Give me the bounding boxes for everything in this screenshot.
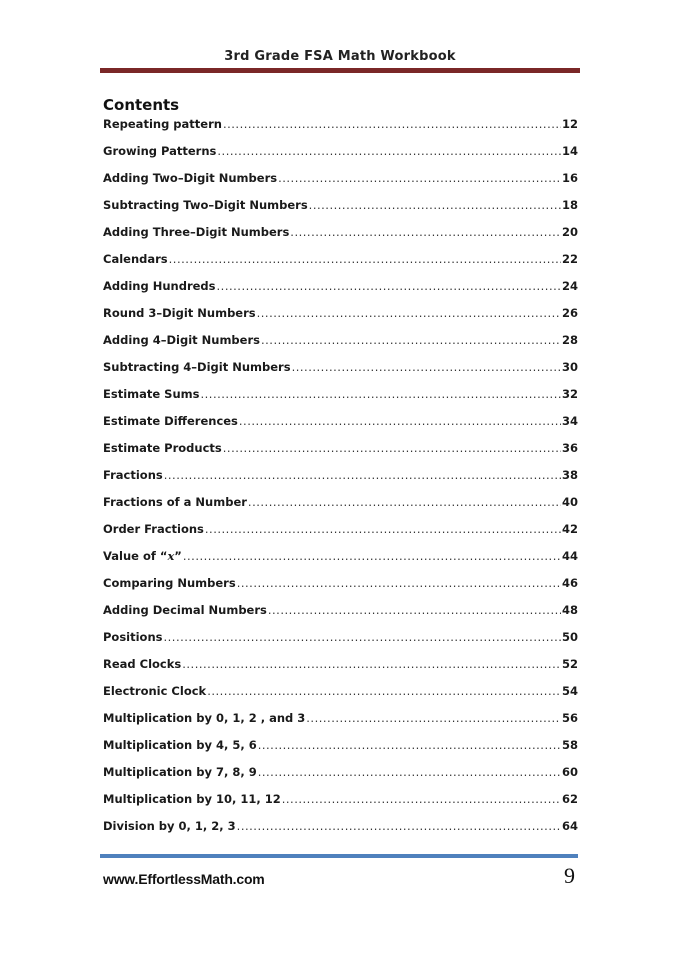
toc-entry[interactable]: [103, 225, 578, 252]
toc-entry-title: Comparing Numbers: [103, 576, 236, 590]
toc-entry[interactable]: [103, 171, 578, 198]
toc-entry-title: Read Clocks: [103, 657, 182, 671]
toc-entry[interactable]: [103, 549, 578, 576]
dot-leader: [309, 198, 561, 212]
toc-entry-title: Positions: [103, 630, 163, 644]
toc-entry-page: 30: [561, 360, 578, 374]
toc-entry-page: 24: [561, 279, 578, 293]
dot-leader: [217, 144, 561, 158]
dot-leader: [258, 765, 561, 779]
dot-leader: [169, 252, 561, 266]
toc-entry-title: Round 3–Digit Numbers: [103, 306, 256, 320]
dot-leader: [205, 522, 561, 536]
toc-entry-page: 12: [561, 117, 578, 131]
toc-entry[interactable]: [103, 657, 578, 684]
toc-entry-title: Multiplication by 7, 8, 9: [103, 765, 257, 779]
dot-leader: [182, 657, 561, 671]
dot-leader: [183, 549, 561, 563]
dot-leader: [268, 603, 561, 617]
toc-entry-title: [103, 549, 182, 563]
toc-entry-page: 44: [561, 549, 578, 563]
toc-entry[interactable]: [103, 711, 578, 738]
toc-entry-page: 54: [561, 684, 578, 698]
running-header-title: 3rd Grade FSA Math Workbook: [224, 49, 456, 64]
toc-entry[interactable]: [103, 495, 578, 522]
toc-entry-title: Adding Decimal Numbers: [103, 603, 267, 617]
dot-leader: [164, 630, 561, 644]
toc-entry-page: 28: [561, 333, 578, 347]
toc-entry-title: Adding 4–Digit Numbers: [103, 333, 260, 347]
toc-entry-title: Multiplication by 0, 1, 2 , and 3: [103, 711, 306, 725]
toc-entry[interactable]: [103, 738, 578, 765]
dot-leader: [290, 225, 561, 239]
toc-entry-page: 38: [561, 468, 578, 482]
footer-website: www.EffortlessMath.com: [103, 871, 265, 887]
toc-entry-page: 62: [561, 792, 578, 806]
toc-entry-title: Fractions: [103, 468, 163, 482]
toc-entry-title: Multiplication by 10, 11, 12: [103, 792, 281, 806]
toc-entry[interactable]: [103, 387, 578, 414]
toc-entry-page: 22: [561, 252, 578, 266]
dot-leader: [217, 279, 561, 293]
table-of-contents: [103, 117, 578, 846]
toc-entry-title: Subtracting 4–Digit Numbers: [103, 360, 291, 374]
toc-entry[interactable]: [103, 306, 578, 333]
toc-entry[interactable]: [103, 360, 578, 387]
toc-entry-page: 46: [561, 576, 578, 590]
dot-leader: [278, 171, 561, 185]
toc-entry-page: 16: [561, 171, 578, 185]
toc-entry-page: 52: [561, 657, 578, 671]
toc-entry[interactable]: [103, 144, 578, 171]
toc-entry-page: 48: [561, 603, 578, 617]
toc-entry-page: 42: [561, 522, 578, 536]
toc-entry[interactable]: [103, 792, 578, 819]
footer-rule: [100, 854, 578, 858]
toc-entry[interactable]: [103, 819, 578, 846]
toc-entry[interactable]: [103, 468, 578, 495]
toc-entry-title: Electronic Clock: [103, 684, 207, 698]
toc-entry-page: 50: [561, 630, 578, 644]
dot-leader: [258, 738, 561, 752]
toc-entry[interactable]: [103, 441, 578, 468]
toc-entry-page: 14: [561, 144, 578, 158]
toc-entry[interactable]: [103, 684, 578, 711]
dot-leader: [248, 495, 561, 509]
toc-entry-title: Estimate Differences: [103, 414, 238, 428]
dot-leader: [200, 387, 561, 401]
toc-entry-page: 26: [561, 306, 578, 320]
toc-entry-title: Calendars: [103, 252, 168, 266]
toc-entry[interactable]: [103, 279, 578, 306]
dot-leader: [223, 117, 561, 131]
toc-entry-page: 64: [561, 819, 578, 833]
toc-entry-title: Fractions of a Number: [103, 495, 247, 509]
dot-leader: [164, 468, 561, 482]
toc-entry-title: Order Fractions: [103, 522, 204, 536]
toc-entry[interactable]: [103, 414, 578, 441]
toc-entry-title: Growing Patterns: [103, 144, 217, 158]
toc-entry-page: 36: [561, 441, 578, 455]
toc-entry-page: 18: [561, 198, 578, 212]
dot-leader: [282, 792, 561, 806]
variable-x: x: [167, 549, 175, 563]
toc-title-suffix: ”: [174, 549, 182, 563]
dot-leader: [306, 711, 561, 725]
toc-entry-title: Multiplication by 4, 5, 6: [103, 738, 257, 752]
toc-entry[interactable]: [103, 117, 578, 144]
dot-leader: [261, 333, 561, 347]
toc-entry-page: 32: [561, 387, 578, 401]
header-rule: [100, 68, 580, 73]
toc-entry-title: Estimate Products: [103, 441, 222, 455]
toc-title-prefix: Value of “: [103, 549, 168, 563]
toc-entry-title: Adding Hundreds: [103, 279, 216, 293]
toc-entry-page: 34: [561, 414, 578, 428]
toc-entry-title: Estimate Sums: [103, 387, 200, 401]
toc-entry[interactable]: [103, 252, 578, 279]
toc-entry-page: 20: [561, 225, 578, 239]
toc-entry[interactable]: [103, 603, 578, 630]
dot-leader: [223, 441, 561, 455]
toc-entry-page: 56: [561, 711, 578, 725]
toc-entry-title: Subtracting Two–Digit Numbers: [103, 198, 308, 212]
toc-entry[interactable]: [103, 765, 578, 792]
toc-entry[interactable]: [103, 630, 578, 657]
toc-entry[interactable]: [103, 333, 578, 360]
toc-entry[interactable]: [103, 198, 578, 225]
dot-leader: [239, 414, 561, 428]
toc-entry-title: Division by 0, 1, 2, 3: [103, 819, 236, 833]
dot-leader: [257, 306, 561, 320]
toc-entry-page: 58: [561, 738, 578, 752]
dot-leader: [237, 819, 561, 833]
dot-leader: [207, 684, 561, 698]
toc-entry[interactable]: [103, 576, 578, 603]
toc-entry-page: 60: [561, 765, 578, 779]
toc-entry-title: Adding Two–Digit Numbers: [103, 171, 278, 185]
toc-entry-page: 40: [561, 495, 578, 509]
dot-leader: [237, 576, 561, 590]
dot-leader: [292, 360, 561, 374]
toc-entry-title: Adding Three–Digit Numbers: [103, 225, 290, 239]
contents-heading: Contents: [103, 96, 180, 114]
toc-entry-title: Repeating pattern: [103, 117, 222, 131]
footer-page-number: 9: [564, 863, 575, 888]
toc-entry[interactable]: [103, 522, 578, 549]
